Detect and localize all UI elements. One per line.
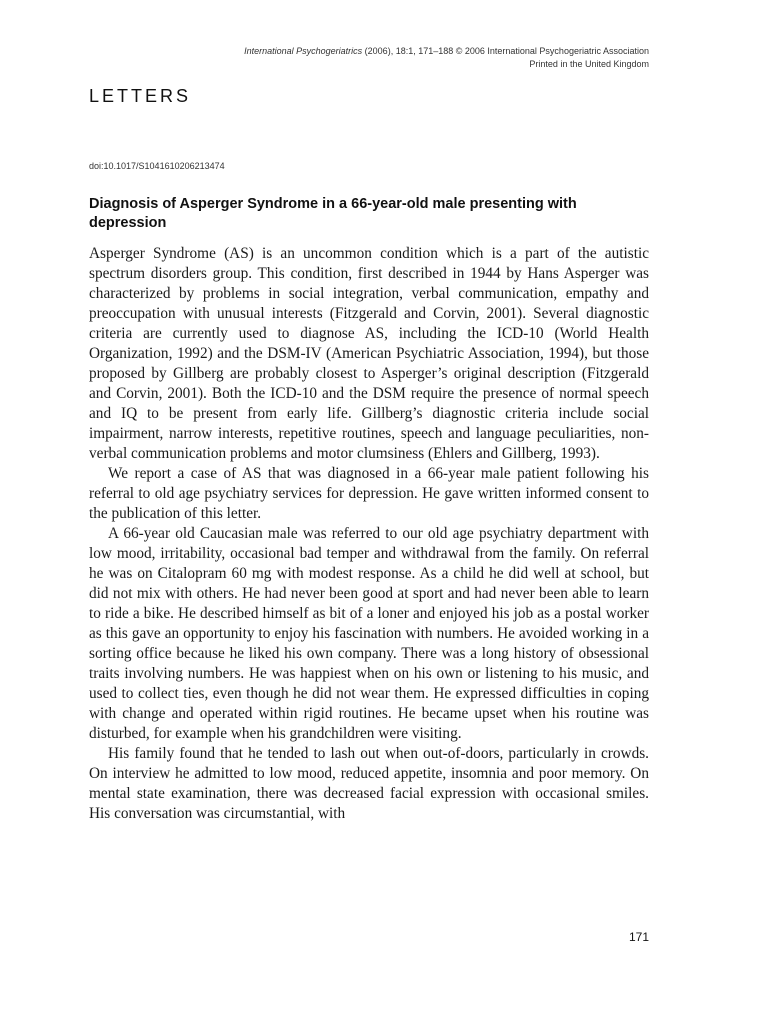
doi: doi:10.1017/S1041610206213474 [89, 161, 225, 171]
section-title: LETTERS [89, 86, 192, 106]
paragraph: His family found that he tended to lash out when out-of-doors, particularly in crowds. On interview he admitted to low mood, reduced appetite, insomnia and poor memory. On mental state examination, there was decreased facial expression with occasional smiles. His conversation was circumstantial, with [89, 745, 649, 822]
printed-line: Printed in the United Kingdom [529, 59, 649, 69]
article-title: Diagnosis of Asperger Syndrome in a 66-year-old male presenting with depression [89, 196, 577, 231]
paragraph: A 66-year old Caucasian male was referred to our old age psychiatry department with low mood, irritability, occasional bad temper and withdrawal from the family. On referral he was on Citalopram 60 mg with modest response. As a child he did well at school, but did not mix with others. He had never been good at sport and had never been able to learn to ride a bike. He described himself as bit of a loner and enjoyed his job as a postal worker as this gave an opportunity to enjoy his fascination with numbers. He avoided working in a sorting office because he liked his own company. There was a long history of obsessional traits involving numbers. He was happiest when on his own or listening to his music, and used to collect ties, even though he did not wear them. He expressed difficulties in coping with change and operated within rigid routines. He became upset when his routine was disturbed, for example when his grandchildren were visiting. [89, 525, 649, 742]
article-body [89, 244, 649, 824]
running-header [129, 45, 649, 71]
citation-line [129, 45, 649, 58]
paragraph: We report a case of AS that was diagnosed in a 66-year male patient following his referral to old age psychiatry services for depression. He gave written informed consent to the publication of this letter. [89, 465, 649, 522]
paragraph: Asperger Syndrome (AS) is an uncommon condition which is a part of the autistic spectrum disorders group. This condition, first described in 1944 by Hans Asperger was characterized by problems in social integration, verbal communication, empathy and preoccupation with unusual interests (Fitzgerald and Corvin, 2001). Several diagnostic criteria are currently used to diagnose AS, including the ICD-10 (World Health Organization, 1992) and the DSM-IV (American Psychiatric Association, 1994), but those proposed by Gillberg are probably closest to Asperger’s original description (Fitzgerald and Corvin, 2001). Both the ICD-10 and the DSM require the presence of normal speech and IQ to be present from early life. Gillberg’s diagnostic criteria include social impairment, narrow interests, repetitive routines, speech and language peculiarities, non-verbal communication problems and motor clumsiness (Ehlers and Gillberg, 1993). [89, 245, 649, 462]
page-number: 171 [628, 930, 649, 944]
journal-name: International Psychogeriatrics [244, 46, 363, 56]
citation-details: (2006), 18:1, 171–188 © 2006 International Psychogeriatric Association [362, 46, 649, 56]
